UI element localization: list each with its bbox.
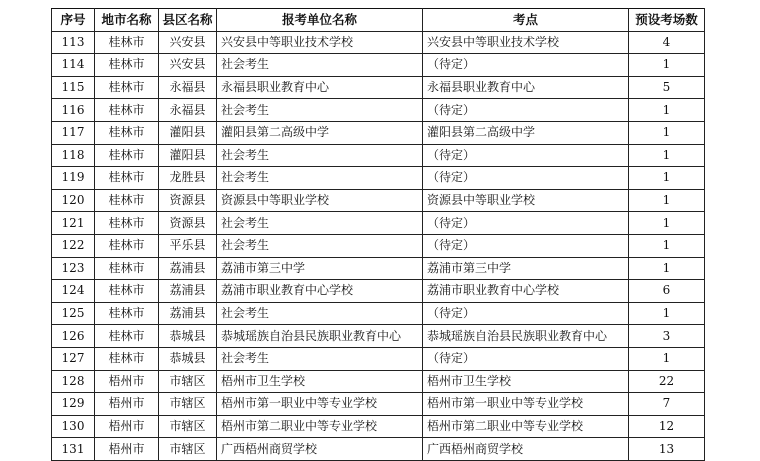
cell-exam-site: 永福县职业教育中心 bbox=[423, 76, 629, 99]
cell-exam-site: （待定） bbox=[423, 167, 629, 190]
cell-unit: 广西梧州商贸学校 bbox=[217, 438, 423, 461]
cell-county: 资源县 bbox=[159, 189, 217, 212]
cell-exam-site: （待定） bbox=[423, 99, 629, 122]
cell-county: 灌阳县 bbox=[159, 144, 217, 167]
table-body bbox=[52, 31, 705, 460]
cell-unit: 社会考生 bbox=[217, 347, 423, 370]
table-header-row bbox=[52, 9, 705, 32]
table-row bbox=[52, 76, 705, 99]
cell-city: 桂林市 bbox=[95, 234, 159, 257]
cell-county: 平乐县 bbox=[159, 234, 217, 257]
header-room-count: 预设考场数 bbox=[629, 9, 705, 32]
cell-county: 永福县 bbox=[159, 99, 217, 122]
cell-county: 兴安县 bbox=[159, 54, 217, 77]
cell-index: 126 bbox=[52, 325, 95, 348]
cell-room-count: 1 bbox=[629, 234, 705, 257]
cell-exam-site: 梧州市第一职业中等专业学校 bbox=[423, 393, 629, 416]
cell-exam-site: （待定） bbox=[423, 234, 629, 257]
table-row bbox=[52, 302, 705, 325]
cell-index: 117 bbox=[52, 121, 95, 144]
cell-exam-site: 灌阳县第二高级中学 bbox=[423, 121, 629, 144]
cell-unit: 社会考生 bbox=[217, 212, 423, 235]
cell-exam-site: 梧州市卫生学校 bbox=[423, 370, 629, 393]
cell-county: 资源县 bbox=[159, 212, 217, 235]
cell-unit: 社会考生 bbox=[217, 234, 423, 257]
exam-site-table-container bbox=[51, 8, 705, 461]
cell-index: 113 bbox=[52, 31, 95, 54]
cell-index: 127 bbox=[52, 347, 95, 370]
cell-city: 桂林市 bbox=[95, 325, 159, 348]
cell-index: 130 bbox=[52, 415, 95, 438]
cell-city: 桂林市 bbox=[95, 212, 159, 235]
cell-unit: 灌阳县第二高级中学 bbox=[217, 121, 423, 144]
table-row bbox=[52, 31, 705, 54]
table-row bbox=[52, 370, 705, 393]
cell-city: 桂林市 bbox=[95, 121, 159, 144]
cell-room-count: 3 bbox=[629, 325, 705, 348]
cell-unit: 社会考生 bbox=[217, 167, 423, 190]
cell-room-count: 22 bbox=[629, 370, 705, 393]
cell-county: 市辖区 bbox=[159, 415, 217, 438]
table-row bbox=[52, 144, 705, 167]
cell-index: 129 bbox=[52, 393, 95, 416]
cell-exam-site: 恭城瑶族自治县民族职业教育中心 bbox=[423, 325, 629, 348]
cell-city: 桂林市 bbox=[95, 144, 159, 167]
header-county: 县区名称 bbox=[159, 9, 217, 32]
cell-room-count: 6 bbox=[629, 280, 705, 303]
cell-room-count: 5 bbox=[629, 76, 705, 99]
cell-exam-site: 资源县中等职业学校 bbox=[423, 189, 629, 212]
cell-unit: 社会考生 bbox=[217, 54, 423, 77]
table-row bbox=[52, 167, 705, 190]
cell-county: 恭城县 bbox=[159, 347, 217, 370]
cell-index: 122 bbox=[52, 234, 95, 257]
header-exam-site: 考点 bbox=[423, 9, 629, 32]
cell-exam-site: （待定） bbox=[423, 144, 629, 167]
cell-room-count: 1 bbox=[629, 99, 705, 122]
cell-index: 116 bbox=[52, 99, 95, 122]
cell-room-count: 1 bbox=[629, 144, 705, 167]
cell-index: 124 bbox=[52, 280, 95, 303]
cell-exam-site: （待定） bbox=[423, 212, 629, 235]
cell-room-count: 12 bbox=[629, 415, 705, 438]
cell-city: 梧州市 bbox=[95, 393, 159, 416]
cell-index: 128 bbox=[52, 370, 95, 393]
cell-county: 市辖区 bbox=[159, 370, 217, 393]
cell-index: 125 bbox=[52, 302, 95, 325]
cell-index: 121 bbox=[52, 212, 95, 235]
header-city: 地市名称 bbox=[95, 9, 159, 32]
table-row bbox=[52, 212, 705, 235]
cell-unit: 永福县职业教育中心 bbox=[217, 76, 423, 99]
cell-index: 123 bbox=[52, 257, 95, 280]
cell-county: 兴安县 bbox=[159, 31, 217, 54]
cell-city: 桂林市 bbox=[95, 280, 159, 303]
table-row bbox=[52, 393, 705, 416]
cell-city: 桂林市 bbox=[95, 189, 159, 212]
cell-unit: 荔浦市第三中学 bbox=[217, 257, 423, 280]
cell-room-count: 1 bbox=[629, 302, 705, 325]
cell-room-count: 1 bbox=[629, 121, 705, 144]
exam-site-table bbox=[51, 8, 705, 461]
cell-city: 桂林市 bbox=[95, 76, 159, 99]
cell-city: 桂林市 bbox=[95, 99, 159, 122]
cell-county: 荔浦县 bbox=[159, 302, 217, 325]
cell-county: 永福县 bbox=[159, 76, 217, 99]
cell-unit: 社会考生 bbox=[217, 99, 423, 122]
table-row bbox=[52, 325, 705, 348]
cell-exam-site: 兴安县中等职业技术学校 bbox=[423, 31, 629, 54]
cell-unit: 梧州市第一职业中等专业学校 bbox=[217, 393, 423, 416]
cell-unit: 社会考生 bbox=[217, 302, 423, 325]
header-index: 序号 bbox=[52, 9, 95, 32]
cell-index: 118 bbox=[52, 144, 95, 167]
cell-city: 桂林市 bbox=[95, 31, 159, 54]
cell-county: 荔浦县 bbox=[159, 257, 217, 280]
cell-unit: 梧州市卫生学校 bbox=[217, 370, 423, 393]
header-unit: 报考单位名称 bbox=[217, 9, 423, 32]
cell-room-count: 13 bbox=[629, 438, 705, 461]
table-row bbox=[52, 257, 705, 280]
cell-exam-site: （待定） bbox=[423, 302, 629, 325]
table-row bbox=[52, 189, 705, 212]
cell-exam-site: （待定） bbox=[423, 54, 629, 77]
cell-county: 龙胜县 bbox=[159, 167, 217, 190]
cell-index: 114 bbox=[52, 54, 95, 77]
cell-city: 桂林市 bbox=[95, 167, 159, 190]
cell-room-count: 7 bbox=[629, 393, 705, 416]
table-row bbox=[52, 234, 705, 257]
cell-county: 市辖区 bbox=[159, 438, 217, 461]
cell-exam-site: （待定） bbox=[423, 347, 629, 370]
cell-city: 桂林市 bbox=[95, 302, 159, 325]
cell-room-count: 1 bbox=[629, 189, 705, 212]
cell-city: 桂林市 bbox=[95, 257, 159, 280]
table-row bbox=[52, 54, 705, 77]
cell-unit: 资源县中等职业学校 bbox=[217, 189, 423, 212]
table-row bbox=[52, 415, 705, 438]
cell-room-count: 1 bbox=[629, 167, 705, 190]
cell-unit: 恭城瑶族自治县民族职业教育中心 bbox=[217, 325, 423, 348]
cell-exam-site: 广西梧州商贸学校 bbox=[423, 438, 629, 461]
cell-county: 灌阳县 bbox=[159, 121, 217, 144]
table-row bbox=[52, 347, 705, 370]
cell-county: 荔浦县 bbox=[159, 280, 217, 303]
cell-unit: 荔浦市职业教育中心学校 bbox=[217, 280, 423, 303]
cell-city: 梧州市 bbox=[95, 438, 159, 461]
cell-exam-site: 荔浦市第三中学 bbox=[423, 257, 629, 280]
table-row bbox=[52, 280, 705, 303]
cell-room-count: 1 bbox=[629, 54, 705, 77]
cell-index: 131 bbox=[52, 438, 95, 461]
cell-room-count: 4 bbox=[629, 31, 705, 54]
cell-city: 梧州市 bbox=[95, 370, 159, 393]
cell-city: 梧州市 bbox=[95, 415, 159, 438]
cell-city: 桂林市 bbox=[95, 54, 159, 77]
cell-unit: 梧州市第二职业中等专业学校 bbox=[217, 415, 423, 438]
cell-city: 桂林市 bbox=[95, 347, 159, 370]
cell-exam-site: 荔浦市职业教育中心学校 bbox=[423, 280, 629, 303]
cell-index: 120 bbox=[52, 189, 95, 212]
cell-unit: 社会考生 bbox=[217, 144, 423, 167]
cell-unit: 兴安县中等职业技术学校 bbox=[217, 31, 423, 54]
cell-room-count: 1 bbox=[629, 257, 705, 280]
cell-index: 119 bbox=[52, 167, 95, 190]
cell-exam-site: 梧州市第二职业中等专业学校 bbox=[423, 415, 629, 438]
cell-county: 恭城县 bbox=[159, 325, 217, 348]
cell-index: 115 bbox=[52, 76, 95, 99]
table-row bbox=[52, 438, 705, 461]
table-row bbox=[52, 121, 705, 144]
cell-room-count: 1 bbox=[629, 347, 705, 370]
cell-room-count: 1 bbox=[629, 212, 705, 235]
table-row bbox=[52, 99, 705, 122]
cell-county: 市辖区 bbox=[159, 393, 217, 416]
